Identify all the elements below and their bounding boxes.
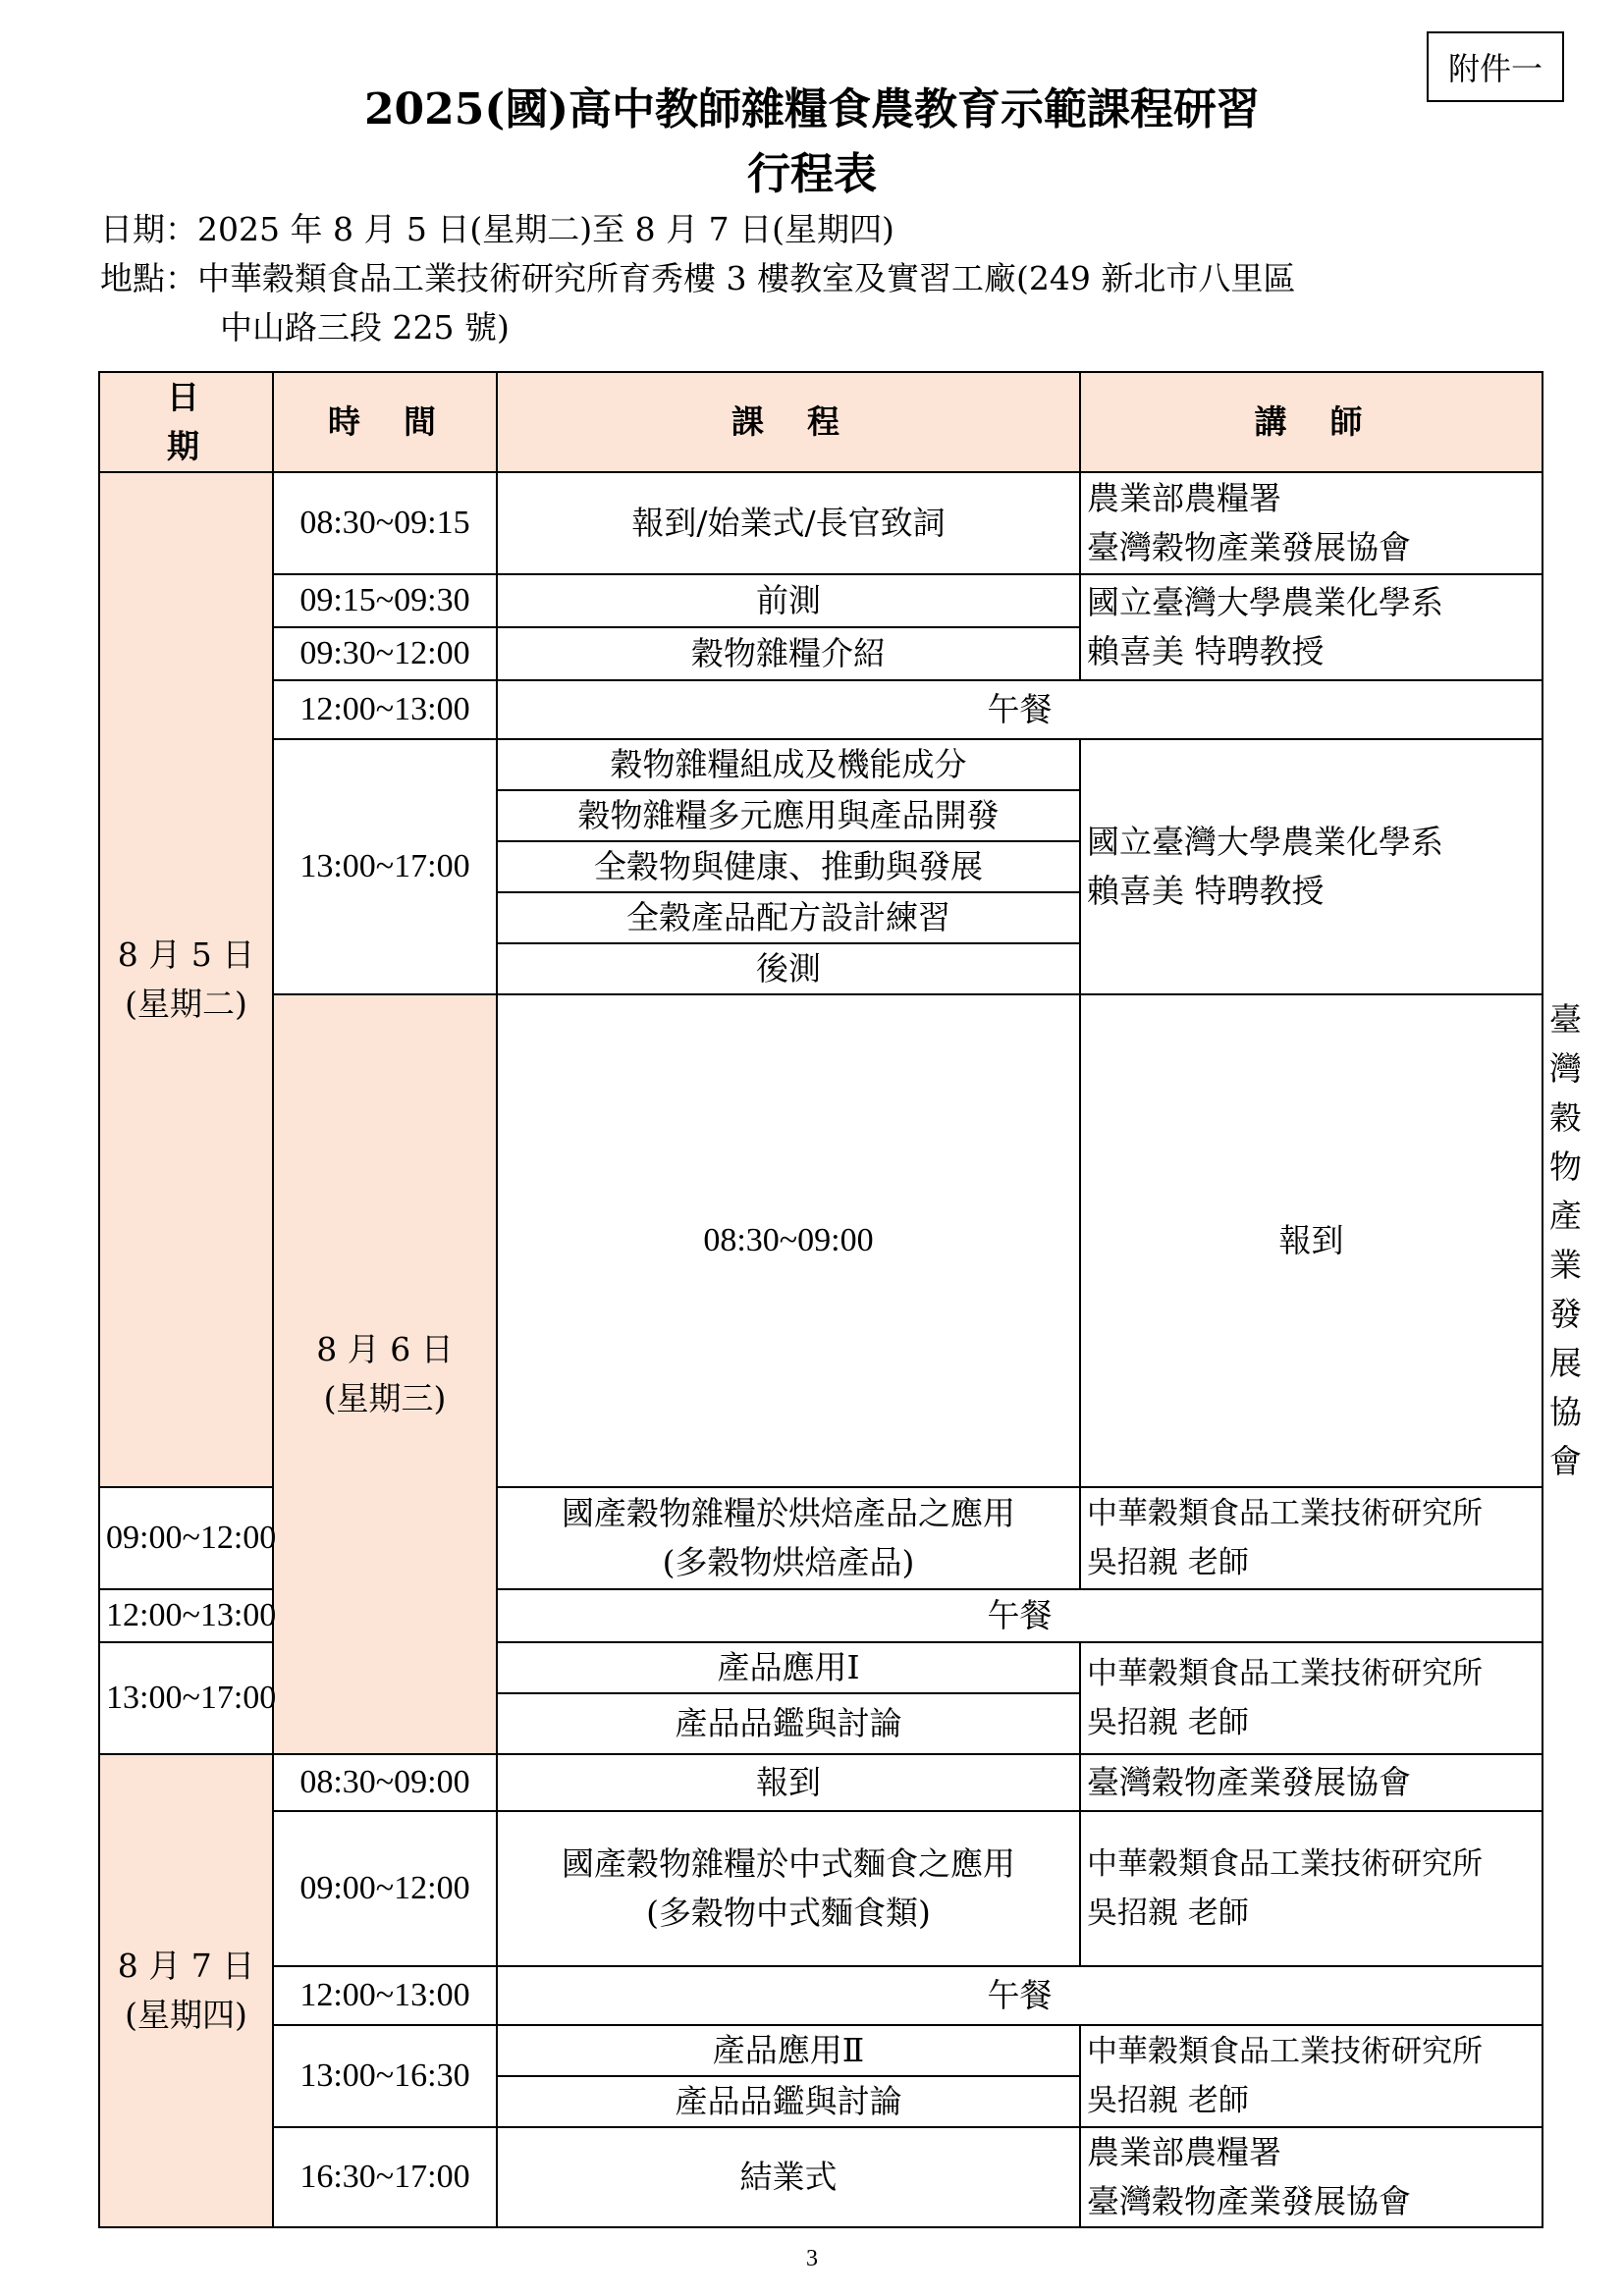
- instructor-line: 臺灣穀物產業發展協會: [1087, 2182, 1411, 2220]
- course-cell: 全穀物與健康、推動與發展: [497, 841, 1080, 892]
- lunch-cell: 午餐: [497, 1966, 1543, 2025]
- table-row: [99, 1811, 1543, 1966]
- table-row: [99, 739, 1543, 790]
- instructor-cell: [1080, 739, 1543, 994]
- day-weekday: (星期三): [323, 1379, 447, 1417]
- course-cell: [497, 1811, 1080, 1966]
- instructor-cell: [1080, 2025, 1543, 2127]
- time-cell: 09:15~09:30: [273, 574, 497, 627]
- course-cell: 穀物雜糧組成及機能成分: [497, 739, 1080, 790]
- instructor-line: 中華穀類食品工業技術研究所: [1087, 1656, 1483, 1691]
- schedule-table: [98, 371, 1582, 2228]
- course-cell: 產品品鑑與討論: [497, 2076, 1080, 2127]
- instructor-line: 吳招親 老師: [1087, 1545, 1249, 1580]
- event-date: 日期：2025 年 8 月 5 日(星期二)至 8 月 7 日(星期四): [100, 210, 894, 248]
- page-number: 3: [806, 2246, 818, 2271]
- course-cell: 前測: [497, 574, 1080, 627]
- course-cell: [497, 1487, 1080, 1589]
- instructor-cell: [1080, 472, 1543, 574]
- time-cell: 09:00~12:00: [99, 1487, 273, 1589]
- time-cell: 09:00~12:00: [273, 1811, 497, 1966]
- course-cell: 報到: [497, 1754, 1080, 1811]
- lunch-row: [99, 1966, 1543, 2025]
- course-cell: 產品應用Ⅱ: [497, 2025, 1080, 2076]
- course-cell: 報到/始業式/長官致詞: [497, 472, 1080, 574]
- table-row: [99, 2025, 1543, 2076]
- lunch-cell: 午餐: [497, 1589, 1543, 1642]
- table-row: [99, 574, 1543, 627]
- table-row: 8 月 6 日 (星期三) 08:30~09:00 報到 臺灣穀物產業發展協會: [99, 994, 1543, 1487]
- instructor-line: 中華穀類食品工業技術研究所: [1087, 2034, 1483, 2069]
- time-cell: 13:00~17:00: [273, 739, 497, 994]
- course-cell: 產品應用Ⅰ: [497, 1642, 1080, 1693]
- course-cell: 後測: [497, 943, 1080, 994]
- time-cell: 08:30~09:00: [273, 1754, 497, 1811]
- document-title: 2025(國)高中教師雜糧食農教育示範課程研習: [363, 84, 1261, 134]
- header-date: 日期: [99, 372, 273, 472]
- day-date: 8 月 7 日: [117, 1947, 255, 1985]
- day-cell: [99, 472, 273, 1487]
- course-cell: 穀物雜糧介紹: [497, 627, 1080, 680]
- time-cell: 08:30~09:00: [497, 994, 1080, 1487]
- day-date: 8 月 5 日: [117, 935, 255, 974]
- day-cell: [273, 994, 497, 1754]
- instructor-line: 賴喜美 特聘教授: [1087, 632, 1325, 670]
- instructor-cell: [1080, 2127, 1543, 2227]
- document-subtitle: 行程表: [747, 149, 877, 199]
- instructor-line: 中華穀類食品工業技術研究所: [1087, 1496, 1483, 1531]
- time-cell: 12:00~13:00: [99, 1589, 273, 1642]
- course-cell: 報到: [1080, 994, 1543, 1487]
- instructor-line: 吳招親 老師: [1087, 1705, 1249, 1740]
- instructor-line: 農業部農糧署: [1087, 2133, 1281, 2171]
- time-cell: 16:30~17:00: [273, 2127, 497, 2227]
- event-location: 地點：中華穀類食品工業技術研究所育秀樓 3 樓教室及實習工廠(249 新北市八里區: [100, 259, 1296, 297]
- event-location-cont: 中山路三段 225 號): [220, 308, 510, 347]
- instructor-cell: [1080, 1811, 1543, 1966]
- header-time: 時間: [273, 372, 497, 472]
- course-cell: 結業式: [497, 2127, 1080, 2227]
- day-date: 8 月 6 日: [316, 1330, 454, 1368]
- course-line: 國產穀物雜糧於中式麵食之應用: [562, 1844, 1015, 1883]
- day-cell: [99, 1754, 273, 2227]
- time-cell: 12:00~13:00: [273, 1966, 497, 2025]
- course-cell: 全穀產品配方設計練習: [497, 892, 1080, 943]
- time-cell: 12:00~13:00: [273, 680, 497, 739]
- lunch-row: [99, 680, 1543, 739]
- course-cell: 穀物雜糧多元應用與產品開發: [497, 790, 1080, 841]
- instructor-cell: 臺灣穀物產業發展協會: [1080, 1754, 1543, 1811]
- table-row: [99, 472, 1543, 574]
- time-cell: 09:30~12:00: [273, 627, 497, 680]
- day-weekday: (星期四): [125, 1996, 247, 2034]
- time-cell: 13:00~17:00: [99, 1642, 273, 1754]
- course-line: (多穀物中式麵食類): [646, 1894, 931, 1932]
- header-instructor: 講師: [1080, 372, 1543, 472]
- header-course: 課程: [497, 372, 1080, 472]
- instructor-line: 農業部農糧署: [1087, 479, 1281, 517]
- table-header-row: [99, 372, 1543, 472]
- instructor-line: 吳招親 老師: [1087, 2083, 1249, 2118]
- instructor-line: 吳招親 老師: [1087, 1896, 1249, 1931]
- table-row: [99, 2127, 1543, 2227]
- day-weekday: (星期二): [125, 985, 247, 1023]
- instructor-cell: [1080, 574, 1543, 680]
- instructor-line: 國立臺灣大學農業化學系: [1087, 823, 1443, 861]
- instructor-cell: [1080, 1642, 1543, 1754]
- instructor-line: 中華穀類食品工業技術研究所: [1087, 1846, 1483, 1882]
- course-line: (多穀物烘焙產品): [662, 1543, 915, 1581]
- instructor-cell: [1080, 1487, 1543, 1589]
- table-row: [99, 1754, 1543, 1811]
- instructor-line: 臺灣穀物產業發展協會: [1087, 528, 1411, 566]
- course-cell: 產品品鑑與討論: [497, 1693, 1080, 1754]
- course-line: 國產穀物雜糧於烘焙產品之應用: [562, 1494, 1015, 1532]
- time-cell: 08:30~09:15: [273, 472, 497, 574]
- time-cell: 13:00~16:30: [273, 2025, 497, 2127]
- attachment-label: 附件一: [1427, 31, 1564, 102]
- lunch-cell: 午餐: [497, 680, 1543, 739]
- instructor-line: 賴喜美 特聘教授: [1087, 872, 1325, 910]
- instructor-line: 國立臺灣大學農業化學系: [1087, 583, 1443, 621]
